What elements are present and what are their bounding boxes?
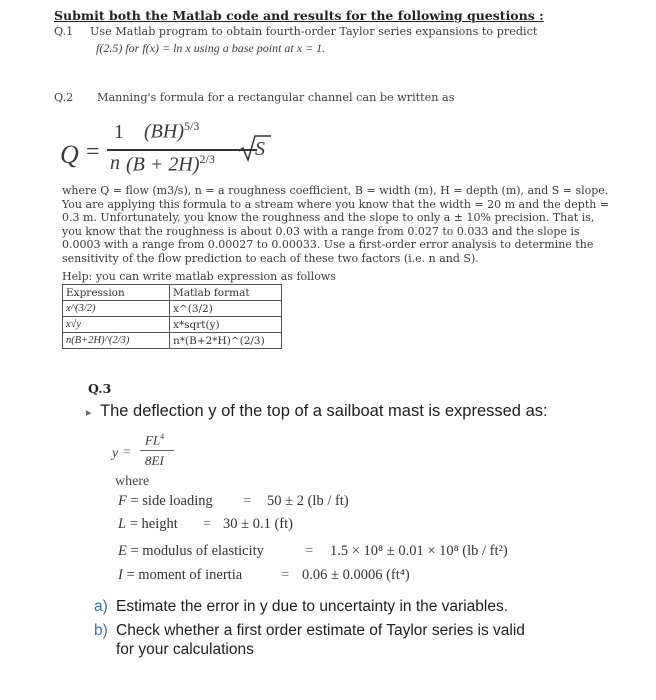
q2-label: Q.2 (54, 91, 74, 104)
variable-symbol: F (118, 493, 127, 509)
variable-value: 30 ± 0.1 (ft) (223, 516, 293, 532)
variable-row-f (118, 493, 213, 510)
table-header-row (63, 285, 282, 301)
table-row (63, 317, 282, 333)
task-b-marker (94, 622, 108, 640)
variable-symbol: I (118, 567, 123, 583)
variable-equals: = (243, 493, 252, 509)
variable-description: = height (129, 516, 178, 532)
variable-equals: = (203, 516, 212, 532)
bullet-icon: ▸ (86, 406, 92, 419)
task-marker-text: b) (94, 622, 108, 639)
sqrt-argument: S (255, 138, 265, 160)
q2-paragraph-line: sensitivity of the flow prediction to each of these two factors (i.e. n and S). (62, 251, 479, 265)
table-cell-matlab: n*(B+2*H)^(2/3) (170, 333, 282, 349)
formula-equals: = (123, 445, 131, 460)
q2-paragraph-line: 0.0003 with a range from 0.00027 to 0.00033. Use a first-order error analysis to determine the (62, 238, 594, 252)
table-row (63, 301, 282, 317)
table-cell-matlab: x*sqrt(y) (170, 317, 282, 333)
frac1-numerator: 1 (114, 121, 124, 143)
q1-line2: f(2.5) for f(x) = ln x using a base point at x = 1. (96, 41, 326, 55)
task-b-text-line1: Check whether a first order estimate of Taylor series is valid (116, 622, 525, 639)
table-cell-matlab: x^(3/2) (170, 301, 282, 317)
q2-paragraph-line: where Q = flow (m3/s), n = a roughness coefficient, B = width (m), H = depth (m), and S = slope. (62, 184, 609, 197)
header-title-text: Submit both the Matlab code and results for the following questions : (54, 8, 544, 23)
table-header-cell: Expression (63, 285, 170, 301)
table-cell-expression: n(B+2H)^(2/3) (63, 333, 170, 349)
formula-q-symbol: Q (60, 140, 79, 169)
frac2-denominator-exponent: 2/3 (199, 152, 215, 166)
q2-paragraph-line: you know that the roughness is about 0.03 with a range from 0.027 to 0.033 and the slope is (62, 224, 580, 238)
page-title (54, 8, 544, 23)
variable-description: = moment of inertia (126, 567, 243, 583)
matlab-format-table (62, 284, 282, 349)
q2-paragraph-line: 0.3 m. Unfortunately, you know the roughness and the slope to only a ± 10% precision. That is, (62, 211, 595, 225)
variable-value: 50 ± 2 (lb / ft) (267, 493, 349, 509)
q3-label: Q.3 (88, 381, 112, 396)
variable-description: = side loading (130, 493, 213, 509)
where-label: where (115, 474, 150, 489)
q1-label: Q.1 (54, 25, 74, 38)
frac1-denominator: n (110, 152, 120, 174)
formula-y-symbol: y (112, 446, 119, 461)
formula-numerator: FL (145, 432, 161, 448)
variable-equals: = (305, 543, 314, 559)
table-cell-expression: x^(3/2) (63, 301, 170, 317)
variable-symbol: L (118, 516, 127, 532)
task-a-text: Estimate the error in y due to uncertainty in the variables. (116, 598, 509, 615)
variable-equals: = (281, 567, 290, 583)
variable-row-i (118, 567, 242, 584)
frac2-numerator-exponent: 5/3 (183, 119, 200, 133)
q3-statement: The deflection y of the top of a sailboat mast is expressed as: (100, 402, 548, 420)
task-marker-text: a) (94, 598, 108, 615)
q1-line1: Use Matlab program to obtain fourth-order Taylor series expansions to predict (90, 25, 538, 38)
q2-paragraph-line: You are applying this formula to a stream where you know that the width = 20 m and the depth = (62, 197, 610, 211)
q2-paragraph (62, 184, 610, 266)
table-cell-expression: x√y (63, 317, 170, 333)
table-header-cell: Matlab format (170, 285, 282, 301)
variable-value: 1.5 × 10⁸ ± 0.01 × 10⁸ (lb / ft²) (330, 543, 508, 559)
variable-description: = modulus of elasticity (130, 543, 264, 559)
q2-help-line: Help: you can write matlab expression as follows (62, 270, 336, 283)
fraction-bar (107, 149, 257, 151)
frac2-denominator: (B + 2H) (126, 153, 200, 176)
variable-symbol: E (118, 543, 127, 559)
variable-value: 0.06 ± 0.0006 (ft⁴) (302, 567, 410, 583)
q2-intro: Manning's formula for a rectangular channel can be written as (97, 91, 455, 104)
fraction-bar (140, 450, 174, 451)
variable-row-e (118, 543, 264, 560)
formula-equals: = (86, 139, 100, 165)
frac2-numerator: (BH) (144, 120, 184, 143)
task-a-marker (94, 598, 108, 616)
table-row (63, 333, 282, 349)
task-b-text-line2: for your calculations (116, 641, 254, 658)
formula-denominator: 8EI (145, 453, 164, 468)
variable-row-l (118, 516, 178, 533)
formula-numerator-exponent: 4 (160, 432, 165, 441)
